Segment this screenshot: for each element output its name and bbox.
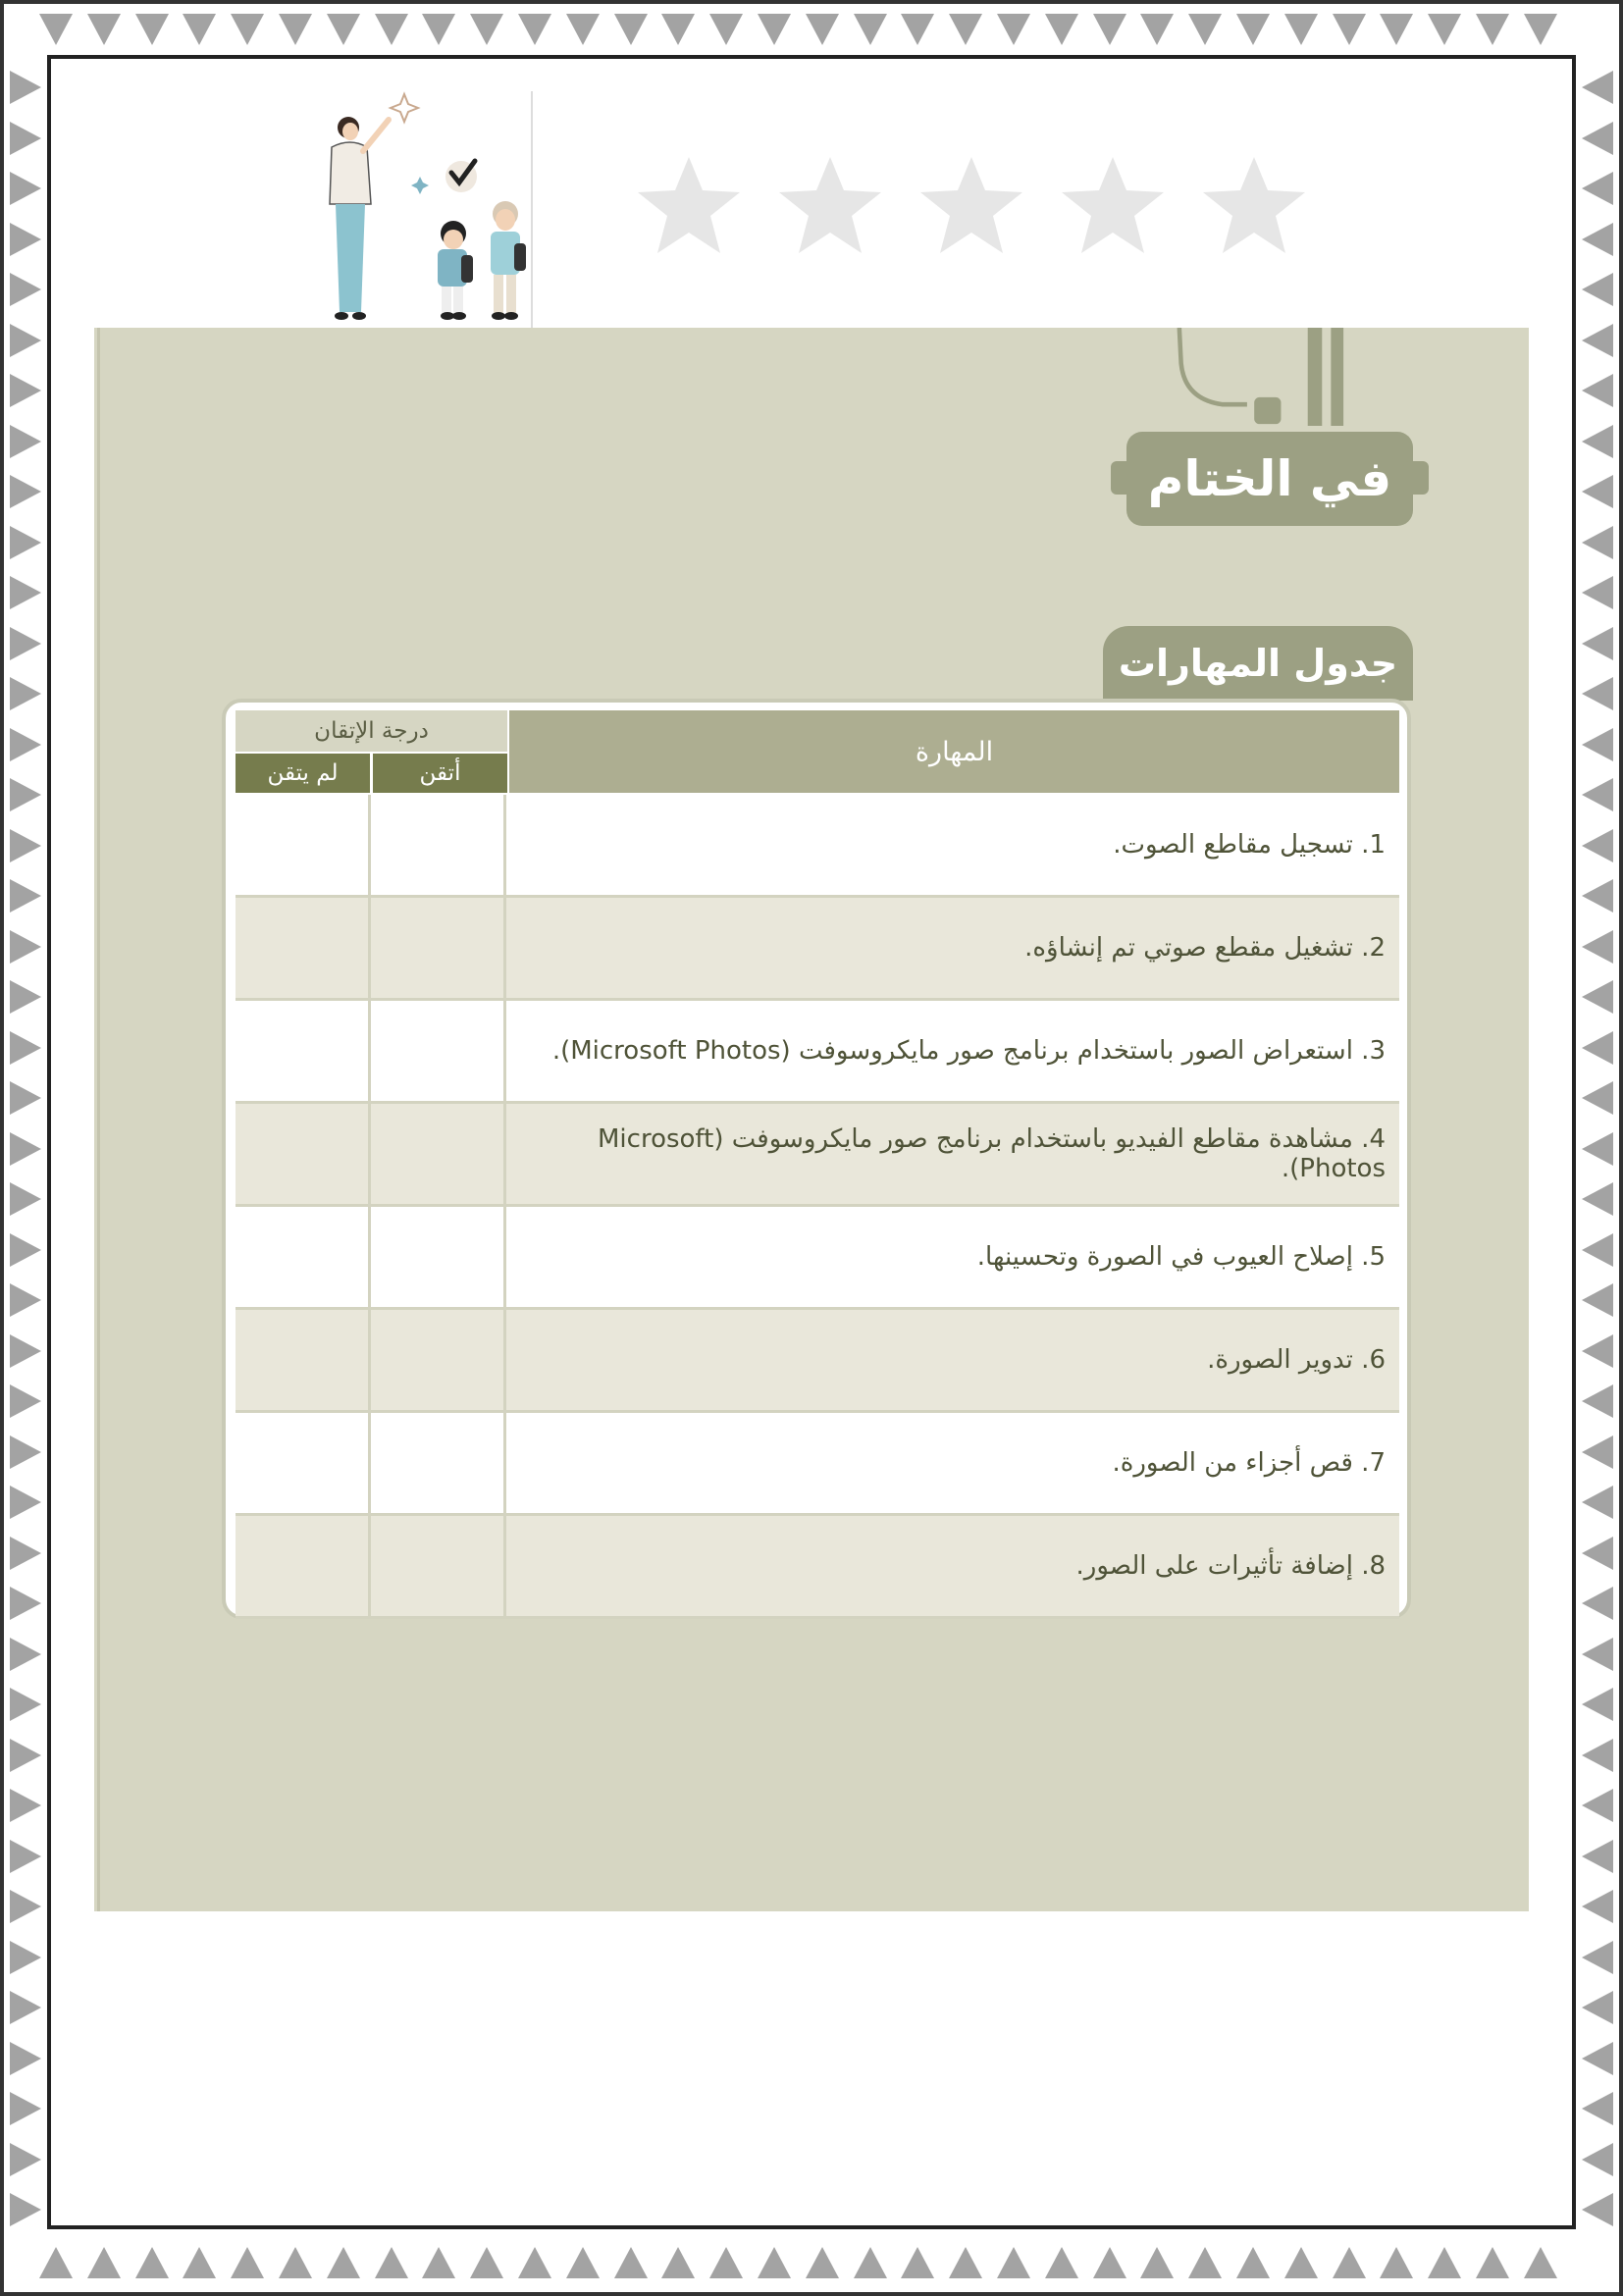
not-mastered-checkbox[interactable]: [236, 898, 371, 998]
not-mastered-checkbox[interactable]: [236, 1104, 371, 1204]
border-triangle: [10, 1486, 41, 1519]
border-triangle: [1582, 374, 1613, 407]
border-triangle: [10, 475, 41, 508]
border-triangle: [1045, 2247, 1078, 2278]
border-triangle: [661, 2247, 695, 2278]
mastered-checkbox[interactable]: [371, 1310, 506, 1410]
border-triangle: [758, 14, 791, 45]
skill-label: 8. إضافة تأثيرات على الصور.: [1075, 1551, 1386, 1581]
border-triangle: [10, 2143, 41, 2176]
skill-label: 1. تسجيل مقاطع الصوت.: [1113, 830, 1386, 860]
border-triangle: [470, 2247, 503, 2278]
border-triangle: [327, 14, 360, 45]
border-triangle: [375, 2247, 408, 2278]
border-triangle: [1140, 14, 1174, 45]
border-triangle: [10, 71, 41, 104]
border-triangle: [1333, 14, 1366, 45]
border-triangle: [566, 14, 600, 45]
border-triangle: [10, 1435, 41, 1469]
closing-title-box: [1126, 432, 1413, 526]
border-triangle: [997, 2247, 1030, 2278]
border-triangle: [901, 2247, 934, 2278]
border-triangle: [709, 14, 743, 45]
border-triangle: [1524, 14, 1557, 45]
mastered-checkbox[interactable]: [371, 795, 506, 895]
border-triangle: [1380, 14, 1413, 45]
border-triangle: [1582, 71, 1613, 104]
header-mastery: درجة الإتقان: [236, 710, 507, 752]
table-row: [236, 1207, 1399, 1310]
star-icon[interactable]: [779, 157, 881, 255]
border-triangle: [1236, 14, 1270, 45]
skills-table-tab: [1103, 626, 1413, 701]
skills-table-rows: [236, 795, 1399, 1619]
border-triangle: [949, 14, 982, 45]
border-triangle: [10, 677, 41, 710]
border-triangle: [1476, 2247, 1509, 2278]
border-triangle: [10, 627, 41, 660]
border-triangle: [1582, 576, 1613, 609]
header-skill: المهارة: [509, 710, 1399, 793]
border-triangle: [1582, 1789, 1613, 1822]
border-triangle: [1582, 2042, 1613, 2075]
border-triangle: [10, 1233, 41, 1267]
header-mastered: أتقن: [373, 754, 507, 793]
border-triangle: [854, 14, 887, 45]
border-triangle: [10, 879, 41, 913]
border-triangle: [1582, 223, 1613, 256]
border-triangle: [1582, 1334, 1613, 1368]
skill-label: 4. مشاهدة مقاطع الفيديو باستخدام برنامج صور مايكروسوفت (Microsoft Photos).: [598, 1124, 1386, 1183]
border-triangle: [1582, 1890, 1613, 1923]
border-triangle: [1476, 14, 1509, 45]
border-triangle: [375, 14, 408, 45]
border-triangle: [10, 930, 41, 964]
border-triangle: [231, 14, 264, 45]
border-triangle: [87, 2247, 121, 2278]
rating-stars: [638, 157, 1305, 255]
border-triangle: [1045, 14, 1078, 45]
table-row: [236, 795, 1399, 898]
plug-decoration-icon: [1158, 328, 1393, 426]
border-triangle: [10, 172, 41, 205]
border-triangle: [1236, 2247, 1270, 2278]
border-triangle: [10, 1031, 41, 1065]
border-triangle: [10, 526, 41, 559]
table-row: [236, 1310, 1399, 1413]
mastered-checkbox[interactable]: [371, 1104, 506, 1204]
border-triangle: [1428, 14, 1461, 45]
border-triangle: [279, 2247, 312, 2278]
border-triangle: [1582, 1384, 1613, 1418]
border-triangle: [1582, 2143, 1613, 2176]
border-triangle: [10, 2042, 41, 2075]
border-triangle: [566, 2247, 600, 2278]
border-triangle: [1582, 1941, 1613, 1974]
border-triangle: [1582, 2092, 1613, 2125]
border-triangle: [1093, 14, 1126, 45]
border-triangle: [279, 14, 312, 45]
mastered-checkbox[interactable]: [371, 1516, 506, 1616]
border-triangle: [1333, 2247, 1366, 2278]
border-triangle: [614, 14, 648, 45]
border-triangle: [10, 829, 41, 862]
border-triangle: [1093, 2247, 1126, 2278]
border-triangle: [1582, 1486, 1613, 1519]
border-triangle: [183, 14, 216, 45]
border-triangle: [10, 1941, 41, 1974]
star-icon[interactable]: [920, 157, 1022, 255]
border-triangle: [1582, 1283, 1613, 1317]
border-triangle: [1582, 1638, 1613, 1671]
not-mastered-checkbox[interactable]: [236, 1310, 371, 1410]
border-triangle: [1582, 475, 1613, 508]
border-triangle: [1188, 14, 1222, 45]
panel-divider: [97, 328, 100, 1911]
header-not-mastered: لم يتقن: [236, 754, 370, 793]
border-triangle: [854, 2247, 887, 2278]
border-triangle: [949, 2247, 982, 2278]
border-triangle: [1140, 2247, 1174, 2278]
border-triangle: [87, 14, 121, 45]
border-triangle: [1582, 980, 1613, 1014]
border-triangle: [614, 2247, 648, 2278]
border-triangle: [135, 2247, 169, 2278]
section-title: في الختام: [1147, 450, 1392, 507]
skills-table-title: جدول المهارات: [1118, 642, 1398, 685]
border-triangle: [1582, 1435, 1613, 1469]
border-triangle: [10, 324, 41, 357]
border-triangle: [10, 1890, 41, 1923]
mastered-checkbox[interactable]: [371, 1001, 506, 1101]
table-row: [236, 1001, 1399, 1104]
border-triangle: [1582, 273, 1613, 306]
border-triangle: [997, 14, 1030, 45]
border-triangle: [518, 14, 551, 45]
border-triangle: [10, 1537, 41, 1570]
border-triangle: [10, 1688, 41, 1721]
border-triangle: [10, 1283, 41, 1317]
border-triangle: [10, 425, 41, 458]
border-triangle: [10, 1991, 41, 2024]
border-triangle: [1582, 1537, 1613, 1570]
border-triangle: [183, 2247, 216, 2278]
not-mastered-checkbox[interactable]: [236, 1001, 371, 1101]
border-triangle: [1582, 1132, 1613, 1166]
border-triangle: [10, 1334, 41, 1368]
border-triangle: [10, 1132, 41, 1166]
border-triangle: [10, 980, 41, 1014]
skill-label: 7. قص أجزاء من الصورة.: [1112, 1448, 1386, 1478]
border-triangle: [1582, 1233, 1613, 1267]
table-row: [236, 1516, 1399, 1619]
border-triangle: [1582, 324, 1613, 357]
border-triangle: [1582, 829, 1613, 862]
border-triangle: [10, 1789, 41, 1822]
border-triangle: [10, 2092, 41, 2125]
border-triangle: [1582, 1182, 1613, 1216]
border-triangle: [1582, 172, 1613, 205]
border-triangle: [10, 1840, 41, 1873]
border-triangle: [901, 14, 934, 45]
border-triangle: [10, 122, 41, 155]
border-triangle: [422, 14, 455, 45]
table-row: [236, 898, 1399, 1001]
table-row: [236, 1104, 1399, 1207]
mastered-checkbox[interactable]: [371, 898, 506, 998]
border-triangle: [1380, 2247, 1413, 2278]
border-triangle: [758, 2247, 791, 2278]
border-triangle: [10, 1384, 41, 1418]
border-triangle: [10, 1182, 41, 1216]
border-triangle: [1582, 1840, 1613, 1873]
border-triangle: [1582, 879, 1613, 913]
border-triangle: [10, 1638, 41, 1671]
star-icon[interactable]: [638, 157, 740, 255]
border-triangle: [806, 2247, 839, 2278]
border-triangle: [10, 223, 41, 256]
border-triangle: [1284, 2247, 1318, 2278]
border-triangle: [10, 2193, 41, 2226]
border-triangle: [10, 778, 41, 811]
not-mastered-checkbox[interactable]: [236, 1413, 371, 1513]
table-row: [236, 1413, 1399, 1516]
border-triangle: [39, 14, 73, 45]
border-triangle: [10, 273, 41, 306]
border-triangle: [1582, 627, 1613, 660]
border-triangle: [10, 728, 41, 761]
border-triangle: [1582, 930, 1613, 964]
border-triangle: [470, 14, 503, 45]
border-triangle: [1582, 1688, 1613, 1721]
border-triangle: [39, 2247, 73, 2278]
skill-label: 2. تشغيل مقطع صوتي تم إنشاؤه.: [1024, 933, 1386, 963]
border-triangle: [10, 1081, 41, 1115]
border-triangle: [10, 576, 41, 609]
border-triangle: [231, 2247, 264, 2278]
border-triangle: [1582, 1739, 1613, 1772]
not-mastered-checkbox[interactable]: [236, 795, 371, 895]
border-triangle: [422, 2247, 455, 2278]
border-triangle: [1428, 2247, 1461, 2278]
border-triangle: [1582, 778, 1613, 811]
border-triangle: [1582, 677, 1613, 710]
not-mastered-checkbox[interactable]: [236, 1207, 371, 1307]
star-icon[interactable]: [1203, 157, 1305, 255]
border-triangle: [1582, 1587, 1613, 1620]
border-triangle: [1582, 2193, 1613, 2226]
border-triangle: [518, 2247, 551, 2278]
border-triangle: [1582, 728, 1613, 761]
mastered-checkbox[interactable]: [371, 1413, 506, 1513]
star-icon[interactable]: [1062, 157, 1164, 255]
mastered-checkbox[interactable]: [371, 1207, 506, 1307]
border-triangle: [1582, 1031, 1613, 1065]
border-triangle: [1582, 122, 1613, 155]
border-triangle: [1582, 526, 1613, 559]
border-triangle: [1582, 1081, 1613, 1115]
border-triangle: [1582, 1991, 1613, 2024]
border-triangle: [661, 14, 695, 45]
border-triangle: [806, 14, 839, 45]
border-triangle: [709, 2247, 743, 2278]
border-triangle: [10, 1739, 41, 1772]
skill-label: 5. إصلاح العيوب في الصورة وتحسينها.: [976, 1242, 1386, 1272]
border-triangle: [327, 2247, 360, 2278]
border-triangle: [1524, 2247, 1557, 2278]
skill-label: 6. تدوير الصورة.: [1207, 1345, 1386, 1375]
border-triangle: [10, 374, 41, 407]
border-triangle: [1284, 14, 1318, 45]
border-triangle: [135, 14, 169, 45]
skill-label: 3. استعراض الصور باستخدام برنامج صور مايكروسوفت (Microsoft Photos).: [551, 1036, 1386, 1066]
border-triangle: [10, 1587, 41, 1620]
not-mastered-checkbox[interactable]: [236, 1516, 371, 1616]
teacher-students-illustration: [294, 86, 550, 332]
border-triangle: [1582, 425, 1613, 458]
border-triangle: [1188, 2247, 1222, 2278]
